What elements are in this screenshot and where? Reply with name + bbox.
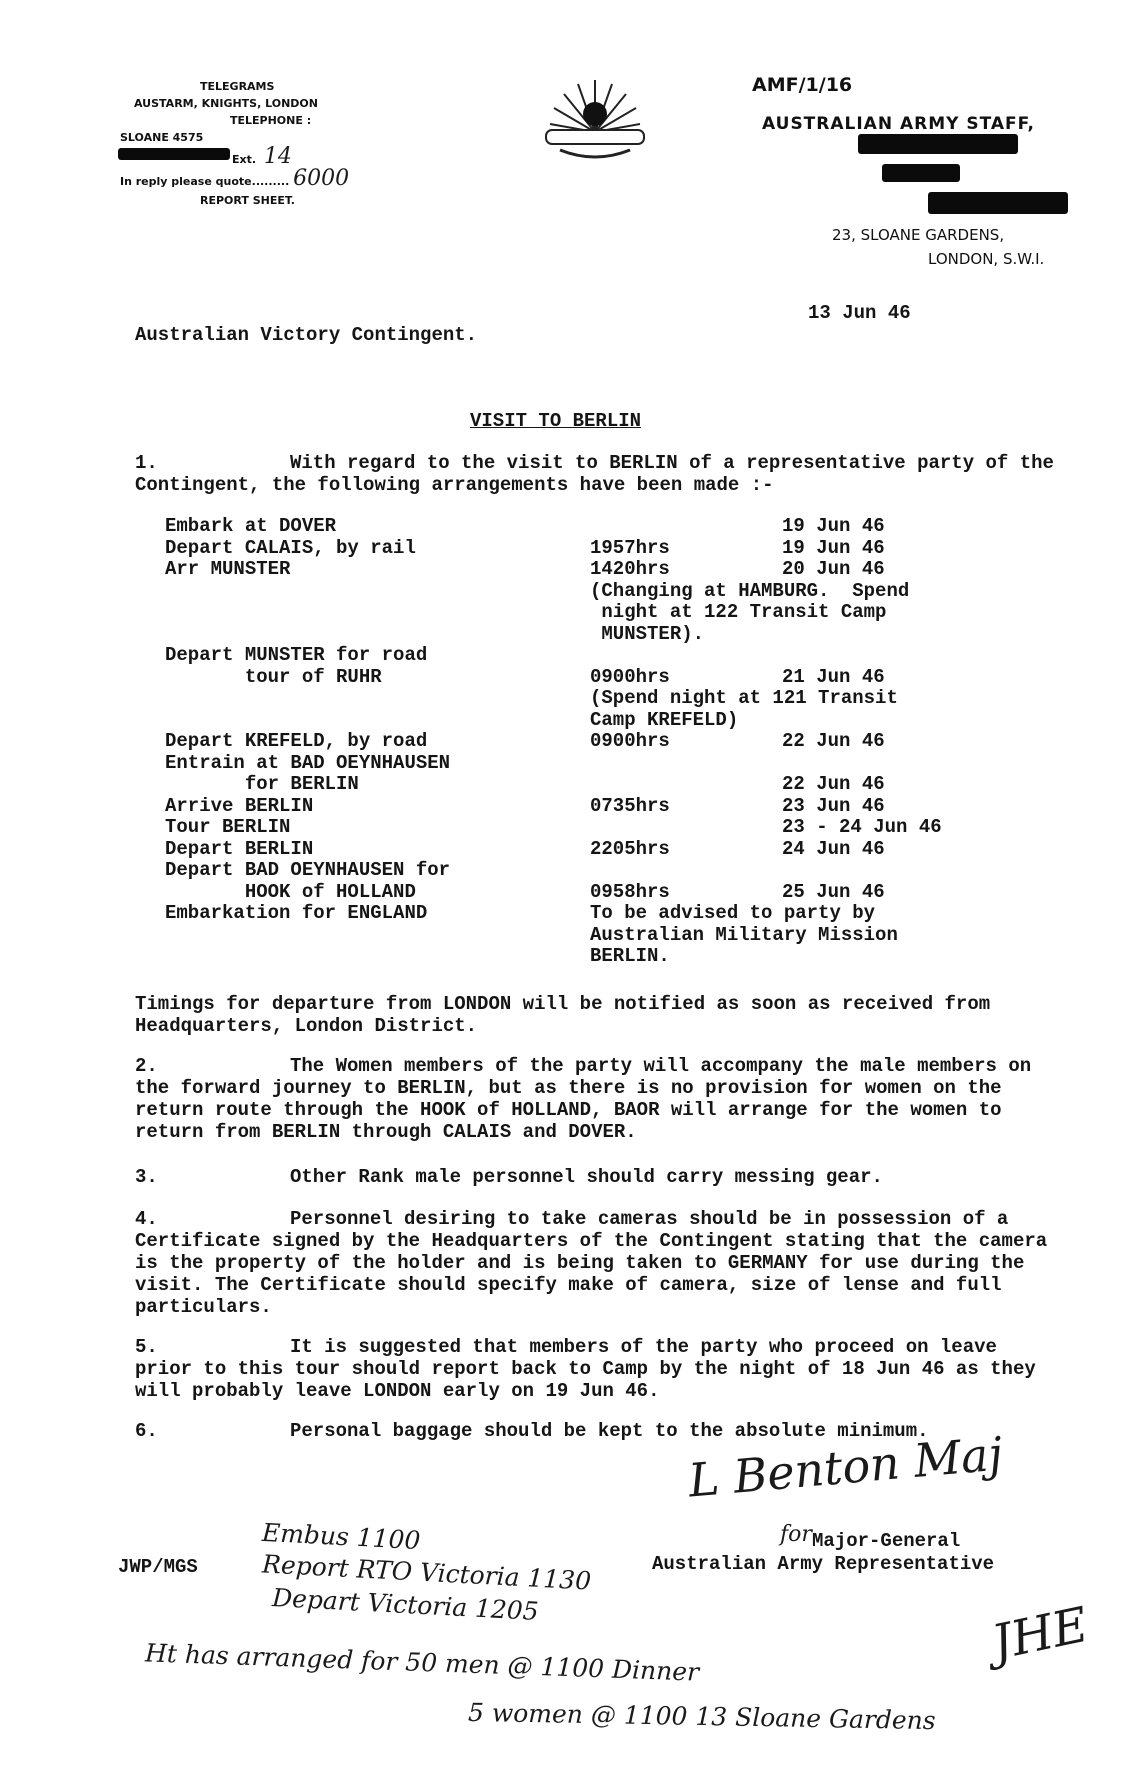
telephone-label: TELEPHONE : [230, 114, 312, 127]
paragraph-number: 1. [135, 452, 158, 474]
itinerary-date: 25 Jun 46 [782, 880, 885, 903]
organisation-name: AUSTRALIAN ARMY STAFF, [762, 114, 1036, 134]
itinerary-time: 0900hrs [590, 730, 670, 752]
reply-line: In reply please quote......... 6000 [120, 166, 350, 191]
paragraph-number: 6. [135, 1420, 158, 1442]
ext-label: Ext. [232, 153, 257, 166]
itinerary-event: Depart BERLIN [165, 837, 314, 860]
itinerary-time [590, 516, 782, 538]
paragraph-number: 5. [135, 1336, 158, 1358]
paragraph-4 [135, 1208, 1055, 1318]
itinerary-date: 20 Jun 46 [782, 558, 885, 580]
redaction-bar [928, 192, 1068, 214]
itinerary-date: 22 Jun 46 [782, 773, 885, 795]
recipient: Australian Victory Contingent. [135, 324, 478, 346]
itinerary-time [590, 774, 782, 796]
itinerary-time: 1420hrs [590, 558, 670, 580]
itinerary-date: 23 Jun 46 [782, 794, 885, 817]
ext-value: 14 [263, 144, 292, 169]
redaction-bar [858, 134, 1018, 154]
paragraph-text: Personnel desiring to take cameras should be in possession of a Certificate signed by the Headquarters of the Contingent stating that the camera is the property of the holder and is being taken to GERMANY for use during the visit. The Certificate should specify make of camera, size of lense and full particulars. [135, 1208, 1048, 1318]
letter-date: 13 Jun 46 [808, 302, 911, 324]
itinerary-row [165, 882, 985, 904]
itinerary-date: 19 Jun 46 [782, 515, 885, 537]
itinerary-row [165, 559, 985, 581]
itinerary-row [165, 839, 985, 861]
itinerary-row [165, 667, 985, 689]
paragraph-text: It is suggested that members of the party who proceed on leave prior to this tour should report back to Camp by the night of 18 Jun 46 as they will probably leave LONDON early on 19 Jun 46. [135, 1336, 1036, 1402]
itinerary-row [165, 860, 985, 882]
itinerary-event: Arr MUNSTER [165, 558, 291, 580]
itinerary-time [590, 645, 782, 667]
reply-value: 6000 [293, 166, 350, 191]
address-line-2: LONDON, S.W.I. [928, 250, 1045, 268]
itinerary-row [165, 645, 985, 667]
telegrams-label: TELEGRAMS [200, 80, 275, 93]
handwritten-note-1: Embus 1100 [261, 1517, 422, 1556]
itinerary-event: Depart KREFELD, by road [165, 730, 428, 752]
itinerary-time [590, 860, 782, 882]
reference-initials: JWP/MGS [118, 1556, 198, 1578]
itinerary-event: Depart CALAIS, by rail [165, 536, 416, 559]
handwritten-signature: L Benton Maj [686, 1426, 1005, 1508]
redaction-bar [882, 164, 960, 182]
itinerary-note: Camp KREFELD) [590, 708, 739, 731]
itinerary-time: 0958hrs [590, 880, 670, 903]
handwritten-note-3: Depart Victoria 1205 [271, 1583, 540, 1626]
telegram-address: AUSTARM, KNIGHTS, LONDON [134, 97, 318, 110]
itinerary-time [590, 817, 782, 839]
signatory-appointment: Australian Army Representative [652, 1553, 995, 1575]
paragraph-text: Other Rank male personnel should carry messing gear. [290, 1166, 883, 1188]
paragraph-1 [135, 452, 1055, 496]
itinerary-row [165, 774, 985, 796]
paragraph-number: 3. [135, 1166, 158, 1188]
address-line-1: 23, SLOANE GARDENS, [832, 226, 1005, 244]
handwritten-initials: JHE [987, 1596, 1093, 1672]
itinerary-event: Entrain at BAD OEYNHAUSEN [165, 751, 451, 774]
itinerary-time: To be advised to party by [590, 902, 876, 924]
itinerary-event: HOOK of HOLLAND [165, 880, 416, 903]
itinerary-event: Arrive BERLIN [165, 794, 314, 817]
paragraph-3 [135, 1166, 1055, 1188]
itinerary-event: Depart MUNSTER for road [165, 644, 428, 666]
handwritten-note-2: Report RTO Victoria 1130 [261, 1549, 592, 1596]
itinerary-row [165, 516, 985, 538]
itinerary-date: 19 Jun 46 [782, 536, 885, 559]
paragraph-text: Personal baggage should be kept to the absolute minimum. [290, 1420, 929, 1442]
paragraph-number: 4. [135, 1208, 158, 1230]
itinerary-event: Depart BAD OEYNHAUSEN for [165, 859, 451, 881]
itinerary-table [165, 516, 985, 968]
signatory-rank: Major-General [812, 1530, 961, 1552]
itinerary-event: Tour BERLIN [165, 816, 291, 838]
itinerary-date: 23 - 24 Jun 46 [782, 816, 942, 838]
redaction-bar [118, 148, 230, 160]
paragraph-text: The Women members of the party will accompany the male members on the forward journey to BERLIN, but as there is no provision for women on the return route through the HOOK of HOLLAND, BAOR will arrange for the women to return from BERLIN through CALAIS and DOVER. [135, 1055, 1032, 1143]
itinerary-event: for BERLIN [165, 773, 359, 795]
itinerary-row [165, 817, 985, 839]
handwritten-note-4: Ht has arranged for 50 men @ 1100 Dinner [144, 1638, 700, 1687]
telephone-value: SLOANE 4575 [120, 131, 204, 144]
letterhead-contact-block [120, 78, 349, 209]
paragraph-number: 2. [135, 1055, 158, 1077]
paragraph-2 [135, 1055, 1055, 1143]
report-sheet: REPORT SHEET. [200, 194, 295, 207]
paragraph-text: With regard to the visit to BERLIN of a representative party of the Contingent, the following arrangements have been made :- [135, 452, 1054, 496]
itinerary-row [165, 731, 985, 753]
itinerary-row [165, 796, 985, 818]
letter-title: VISIT TO BERLIN [470, 410, 642, 432]
itinerary-event: tour of RUHR [165, 665, 382, 688]
itinerary-note: (Changing at HAMBURG. Spend [590, 579, 910, 602]
reply-label: In reply please quote [120, 175, 252, 188]
itinerary-note: night at 122 Transit Camp [590, 601, 887, 623]
itinerary-note: Australian Military Mission [590, 923, 898, 946]
itinerary-note: (Spend night at 121 Transit [590, 687, 898, 709]
timings-note: Timings for departure from LONDON will be notified as soon as received from Headquarters, London District. [135, 993, 991, 1037]
itinerary-date: 24 Jun 46 [782, 837, 885, 860]
itinerary-time: 0900hrs [590, 665, 670, 688]
itinerary-time: 1957hrs [590, 536, 670, 559]
itinerary-time: 0735hrs [590, 794, 670, 817]
itinerary-event: Embark at DOVER [165, 515, 337, 537]
itinerary-date: 21 Jun 46 [782, 665, 885, 688]
itinerary-row [165, 753, 985, 775]
file-reference: AMF/1/16 [752, 74, 853, 96]
rising-sun-crest-icon [540, 72, 650, 167]
itinerary-row [165, 538, 985, 560]
itinerary-time [590, 753, 782, 775]
itinerary-event: Embarkation for ENGLAND [165, 902, 428, 924]
paragraph-5 [135, 1336, 1055, 1402]
handwritten-note-5: 5 women @ 1100 13 Sloane Gardens [467, 1697, 936, 1736]
itinerary-date: 22 Jun 46 [782, 730, 885, 752]
itinerary-note: MUNSTER). [590, 622, 705, 645]
itinerary-row [165, 903, 985, 925]
itinerary-time: 2205hrs [590, 837, 670, 860]
itinerary-note: BERLIN. [590, 945, 670, 967]
signature-for: for [780, 1522, 812, 1547]
